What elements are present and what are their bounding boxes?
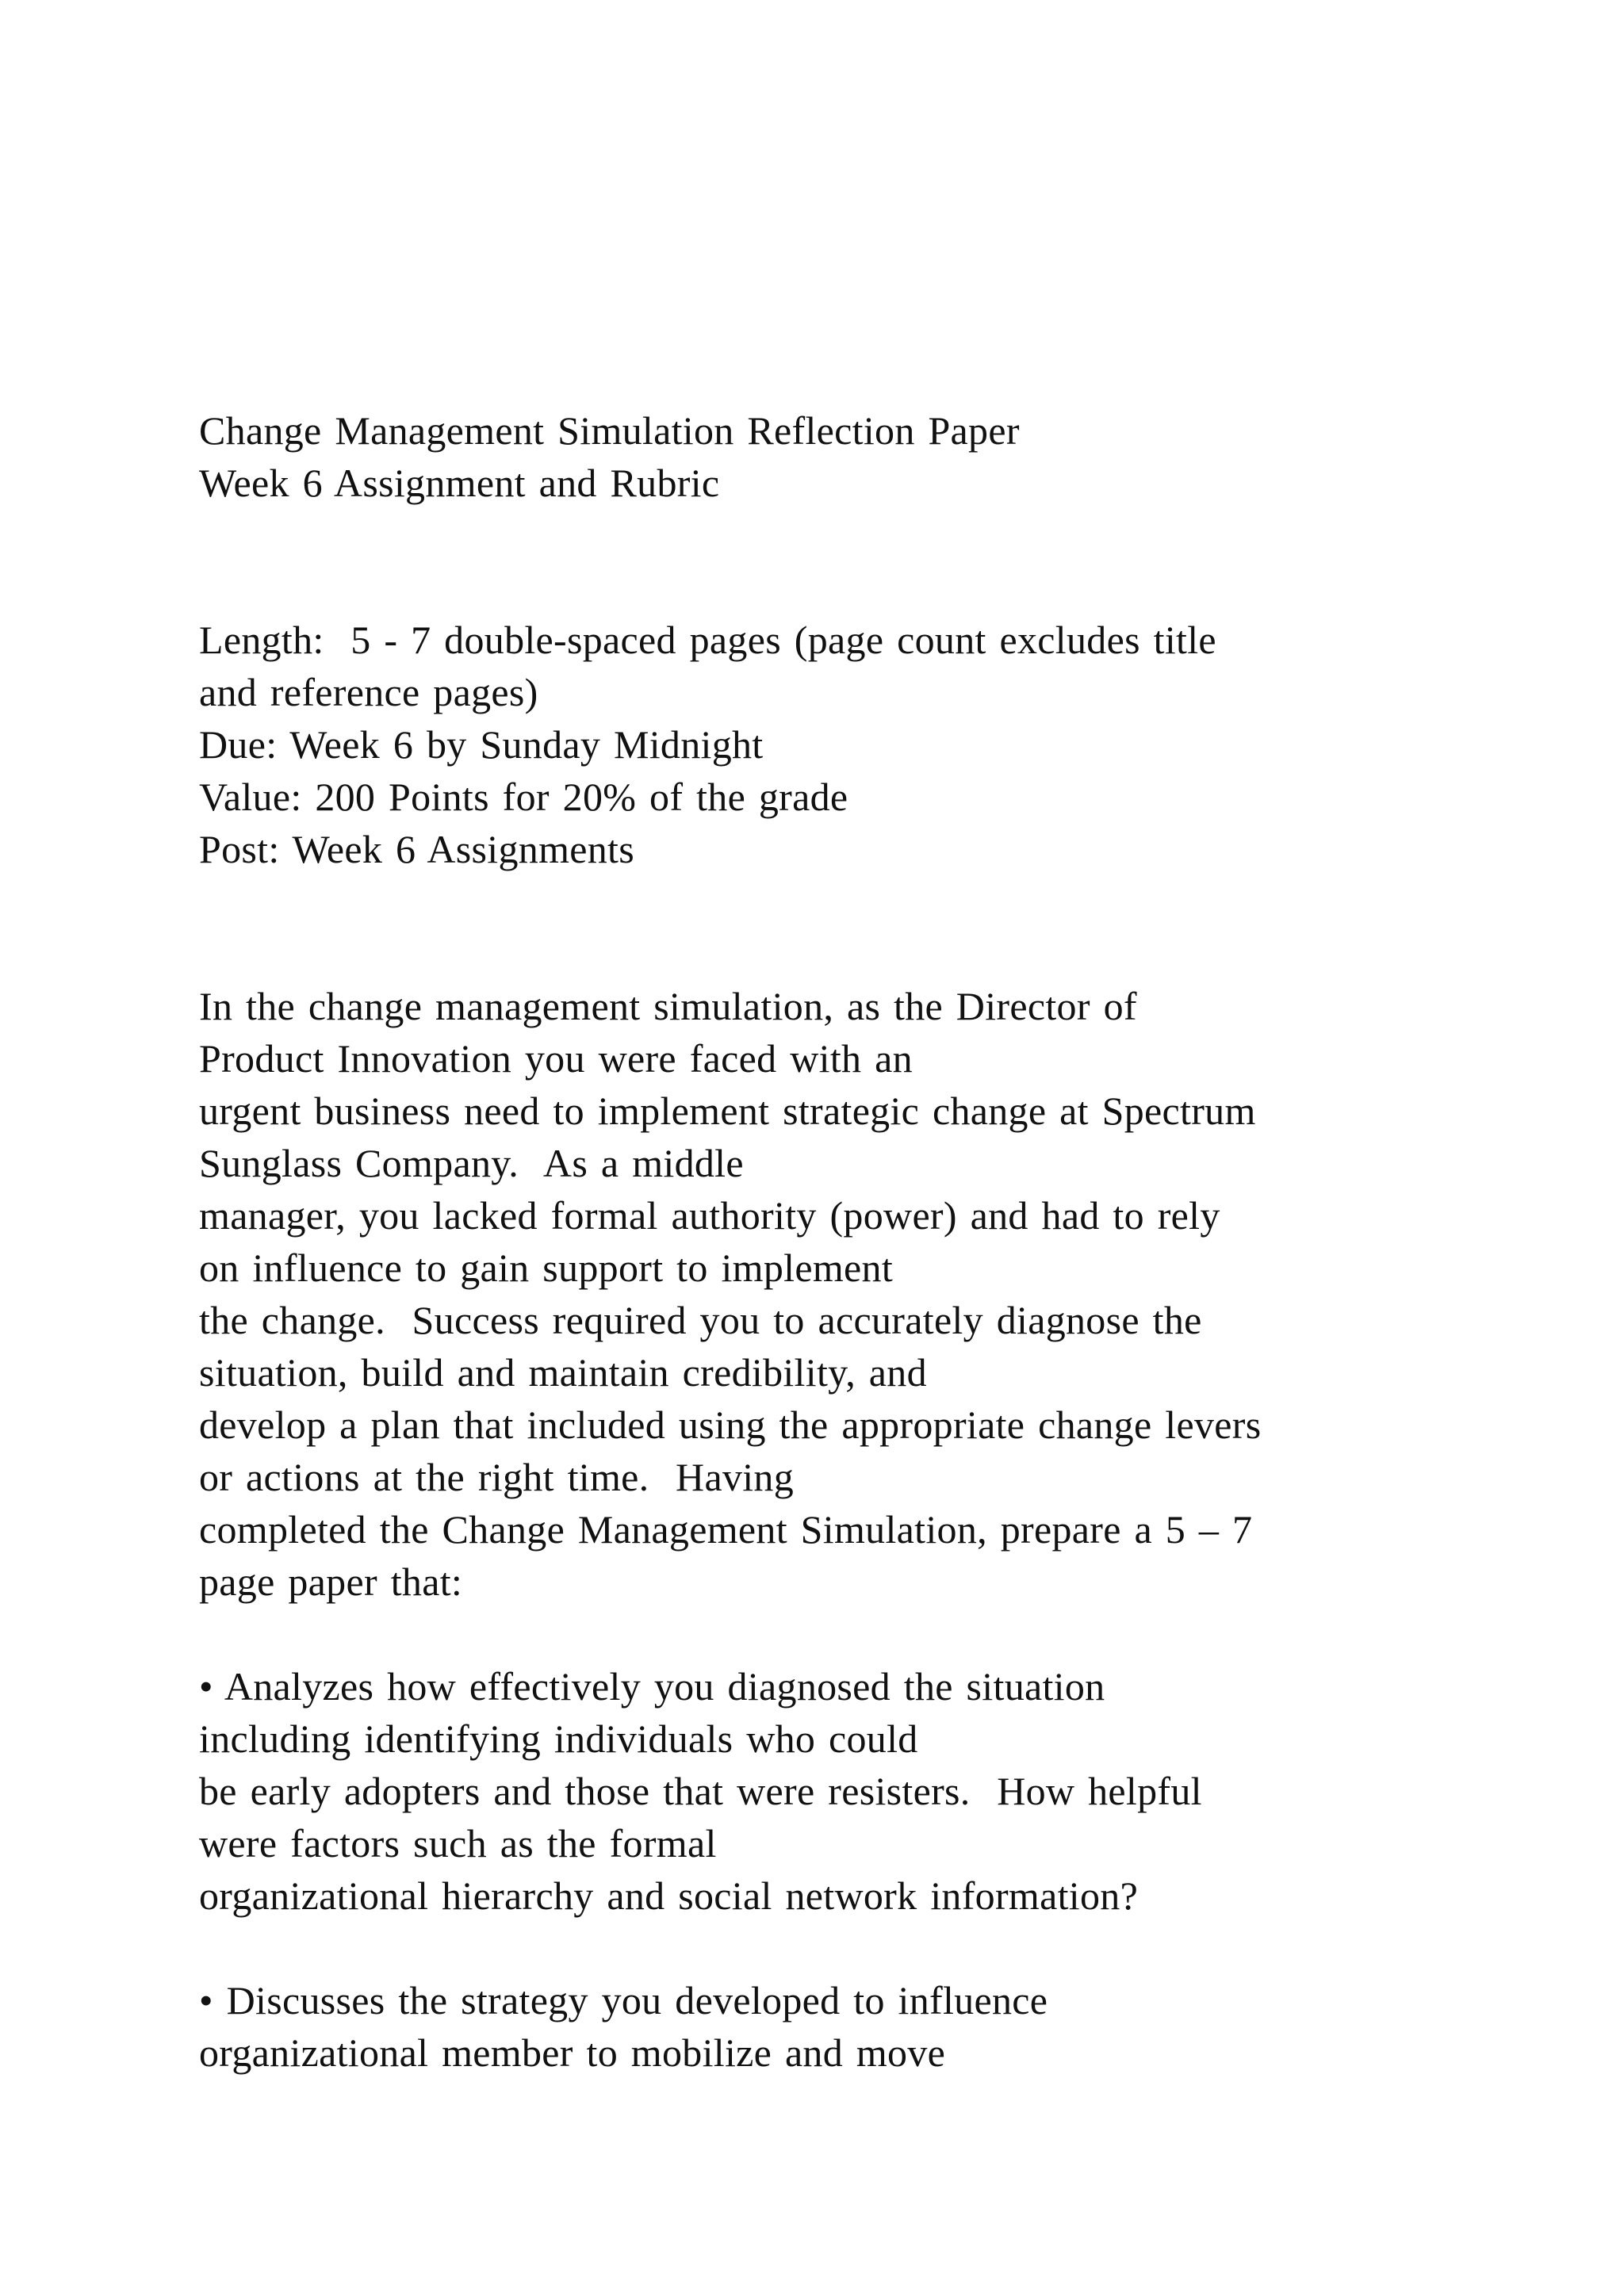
bullet-line: including identifying individuals who could	[199, 1716, 918, 1761]
post-line: Post: Week 6 Assignments	[199, 827, 635, 871]
bullet-line: organizational hierarchy and social network information?	[199, 1873, 1139, 1918]
intro-line: situation, build and maintain credibility, and	[199, 1350, 927, 1395]
document-title: Change Management Simulation Reflection Paper	[199, 408, 1020, 453]
document-body	[199, 404, 1611, 2079]
bullet-item-diagnosis	[199, 1660, 1611, 1922]
intro-line: the change. Success required you to accurately diagnose the	[199, 1298, 1202, 1342]
intro-paragraph	[199, 980, 1611, 1608]
intro-line: on influence to gain support to implement	[199, 1246, 894, 1290]
spacer	[199, 509, 1611, 614]
intro-line: or actions at the right time. Having	[199, 1455, 795, 1499]
bullet-line: organizational member to mobilize and move	[199, 2030, 946, 2075]
bullet-item-strategy	[199, 1974, 1611, 2079]
intro-line: completed the Change Management Simulation, prepare a 5 – 7	[199, 1507, 1253, 1552]
intro-line: manager, you lacked formal authority (power) and had to rely	[199, 1193, 1220, 1238]
value-line: Value: 200 Points for 20% of the grade	[199, 775, 848, 819]
intro-line: urgent business need to implement strategic change at Spectrum	[199, 1089, 1256, 1133]
intro-line: Product Innovation you were faced with an	[199, 1036, 913, 1081]
spacer	[199, 875, 1611, 980]
length-line-continued: and reference pages)	[199, 670, 538, 714]
due-line: Due: Week 6 by Sunday Midnight	[199, 722, 764, 767]
bullet-line: were factors such as the formal	[199, 1821, 717, 1866]
bullet-line: • Analyzes how effectively you diagnosed the situation	[199, 1664, 1105, 1709]
spacer	[199, 1922, 1611, 1974]
intro-line: In the change management simulation, as the Director of	[199, 984, 1137, 1028]
intro-line: Sunglass Company. As a middle	[199, 1141, 744, 1185]
bullet-line: • Discusses the strategy you developed to influence	[199, 1978, 1048, 2022]
intro-line: develop a plan that included using the appropriate change levers	[199, 1402, 1262, 1447]
intro-line: page paper that:	[199, 1559, 463, 1604]
bullet-line: be early adopters and those that were resisters. How helpful	[199, 1769, 1202, 1813]
length-line: Length: 5 - 7 double-spaced pages (page count excludes title	[199, 618, 1216, 662]
spacer	[199, 1608, 1611, 1660]
document-subtitle: Week 6 Assignment and Rubric	[199, 461, 720, 505]
